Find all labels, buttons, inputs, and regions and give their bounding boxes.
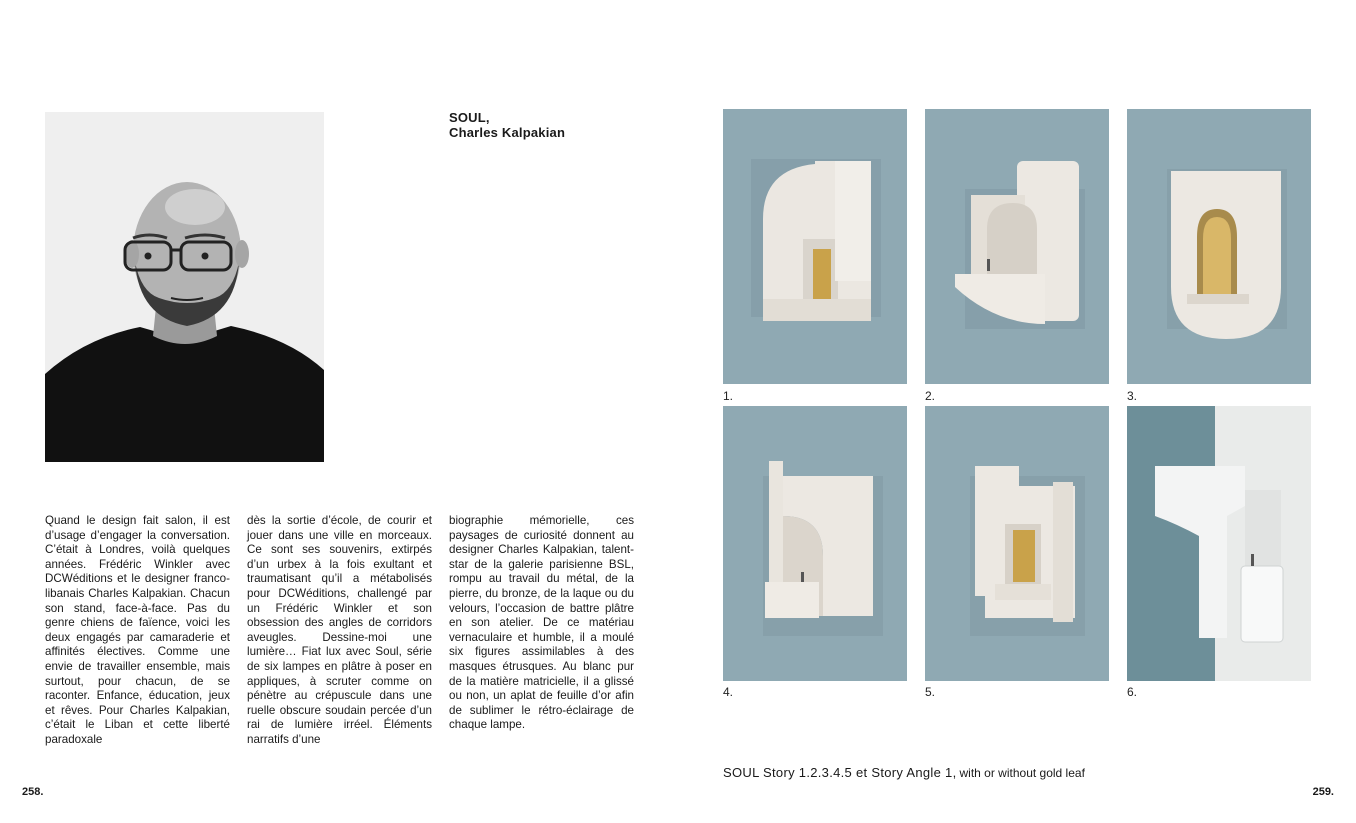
article-column-3: biographie mémorielle, ces paysages de curiosité donnent au designer Charles Kalpakian, talent-star de la galerie parisienne BSL, rompu au travail du métal, de la pierre, du bronze, de la laque ou du velours, l’occasion de battre plâtre en son atelier. De ce matériau vernaculaire et humble, il a moulé six figures assimilables à des masques étrusques. Au blanc pur de la matière matricielle, il a glissé ou non, un aplat de feuille d’or afin de sublimer le rétro-éclairage de chaque lampe. (449, 514, 634, 732)
caption-main: SOUL Story 1.2.3.4.5 et Story Angle 1, (723, 765, 957, 780)
photo-label-1: 1. (723, 389, 734, 403)
photo-label-5: 5. (925, 685, 936, 699)
designer-portrait-photo (45, 112, 324, 462)
lamp-photo-3 (1127, 109, 1311, 384)
photo-label-3: 3. (1127, 389, 1138, 403)
lamp-photo-2 (925, 109, 1109, 384)
photo-label-2: 2. (925, 389, 936, 403)
lamp-photo-4 (723, 406, 907, 681)
article-column-1: Quand le design fait salon, il est d’usage d’engager la conversation. C’était à Londres, voilà quelques années. Frédéric Winkler avec DCWéditions et le designer franco-libanais Charles Kalpakian. Chacun son stand, face-à-face. Pas du genre chiens de faïence, voici les deux engagés par camaraderie et affinités électives. Comme une envie de travailler ensemble, mais surtout, pour chacun, de se raconter. Enfance, éducation, jeux et rêves. Pour Charles Kalpakian, c’était le Liban et cette liberté paradoxale (45, 514, 230, 746)
article-column-2: dès la sortie d’école, de courir et jouer dans une ville en morceaux. Ce sont ses souvenirs, extirpés d’un urbex à la fois exultant et traumatisant qu’il a métabolisés pour DCWéditions, challengé par un Frédéric Winkler et son obsession des angles de corridors aveugles. Dessine-moi une lumière… Fiat lux avec Soul, série de six lampes en plâtre à poser en appliques, à scruter comme on pénètre au crépuscule dans une ruelle obscure soudain percée d’un rai de lumière irréel. Éléments narratifs d’une (247, 514, 432, 746)
heading-designer-name: Charles Kalpakian (449, 125, 566, 140)
caption-sub: with or without gold leaf (959, 766, 1085, 780)
lamp-photo-6 (1127, 406, 1311, 681)
lamp-photo-1 (723, 109, 907, 384)
photo-label-6: 6. (1127, 685, 1138, 699)
heading-series-title: SOUL, (449, 110, 490, 125)
article-heading (449, 110, 669, 140)
gallery-caption (723, 765, 1085, 780)
photo-label-4: 4. (723, 685, 734, 699)
lamp-photo-5 (925, 406, 1109, 681)
page-number-right: 259. (1312, 786, 1334, 798)
page-number-left: 258. (22, 786, 44, 798)
